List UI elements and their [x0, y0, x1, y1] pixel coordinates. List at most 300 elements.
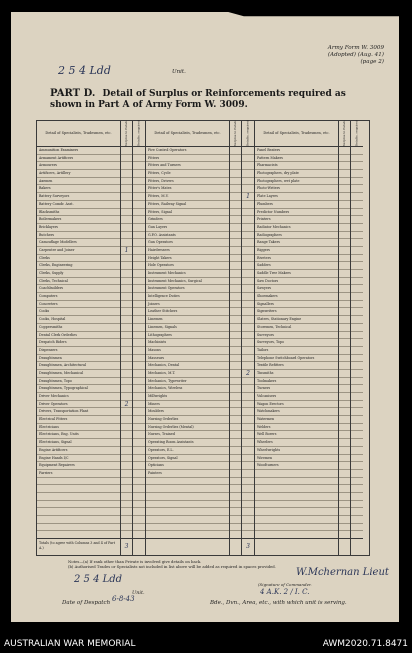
table-row-label: Nursing Orderlies — [146, 416, 229, 424]
table-row-label: Draughtsmen, Architectural — [37, 362, 120, 370]
table-row-label: Mechanics, M.T. — [146, 370, 229, 378]
reinf-cell — [242, 339, 254, 347]
table-row-label: Battery Surveyors — [37, 193, 120, 201]
surplus-cell — [339, 431, 350, 439]
surplus-cell — [339, 478, 350, 486]
despatch-date: 6-8-43 — [112, 595, 135, 603]
surplus-cell — [230, 316, 241, 324]
table-row-label: Joiners — [146, 301, 229, 309]
surplus-cell — [121, 408, 132, 416]
table-row-label: Fitters, Railway Signal — [146, 201, 229, 209]
reinf-cell — [242, 216, 254, 224]
unit-label: Unit. — [172, 69, 186, 75]
surplus-cell — [121, 193, 132, 201]
table-row-label: Radiator Mechanics — [255, 224, 338, 232]
table-row-label: Mechanics, Dental — [146, 362, 229, 370]
surplus-header: Surplus to Estab. — [233, 120, 238, 147]
table-row-label: Sadders — [255, 262, 338, 270]
surplus-cell — [230, 347, 241, 355]
surplus-cell — [230, 239, 241, 247]
reinf-header: Reinfts. required — [245, 120, 250, 147]
surplus-cell — [121, 316, 132, 324]
surplus-cell — [121, 339, 132, 347]
reinf-cell — [351, 508, 363, 516]
table-row-label: Bakers — [37, 185, 120, 193]
table-group-3 — [255, 121, 363, 555]
reinf-cell — [133, 424, 145, 432]
reinf-cell — [133, 339, 145, 347]
table-row-label: Ammunition Examiners — [37, 147, 120, 155]
reinf-cell — [133, 209, 145, 217]
surplus-cell — [121, 262, 132, 270]
surplus-cell — [121, 278, 132, 286]
table-row-label: Tinsmiths — [255, 370, 338, 378]
table-row-label: Linemen — [146, 316, 229, 324]
table-row-label: Blacksmiths — [37, 209, 120, 217]
reinf-cell — [133, 262, 145, 270]
table-row-label: Coachbuilders — [37, 285, 120, 293]
table-row-label: Equipment Repairers — [37, 462, 120, 470]
reinf-cell — [133, 224, 145, 232]
reinf-cell — [242, 308, 254, 316]
table-row-label: Intelligence Duties — [146, 293, 229, 301]
reinf-cell — [242, 178, 254, 186]
unit-value: 2 5 4 Ldd — [58, 64, 111, 77]
surplus-cell — [339, 155, 350, 163]
reinf-cell — [351, 431, 363, 439]
reinf-cell — [242, 408, 254, 416]
surplus-cell — [230, 232, 241, 240]
surplus-cell — [230, 247, 241, 255]
table-row-label: Watermen — [255, 416, 338, 424]
reinf-cell — [351, 193, 363, 201]
surplus-cell — [121, 416, 132, 424]
table-row-label: Range Takers — [255, 239, 338, 247]
reinf-cell — [351, 201, 363, 209]
reinf-cell — [242, 401, 254, 409]
table-row-label: Predictor Numbers — [255, 209, 338, 217]
surplus-cell — [230, 447, 241, 455]
reinf-cell — [242, 232, 254, 240]
reinf-cell — [133, 455, 145, 463]
reinf-cell — [133, 193, 145, 201]
table-row-label: Fitters, Signal — [146, 209, 229, 217]
reinf-cell: 2 — [242, 370, 254, 378]
reinf-cell — [242, 439, 254, 447]
surplus-cell — [121, 224, 132, 232]
surplus-cell — [230, 355, 241, 363]
surplus-cell — [230, 262, 241, 270]
table-row-label: Grinders — [146, 216, 229, 224]
reinf-cell: 1 — [242, 193, 254, 201]
table-row-label — [255, 501, 338, 509]
table-row-label: Photographers, dry plate — [255, 170, 338, 178]
table-row-label: Wheelwrights — [255, 447, 338, 455]
surplus-cell — [230, 508, 241, 516]
surplus-cell — [230, 408, 241, 416]
reinf-cell — [242, 501, 254, 509]
reinf-cell — [351, 339, 363, 347]
table-row-label: Photo-Writers — [255, 185, 338, 193]
reinf-cell — [351, 209, 363, 217]
part-title — [50, 88, 370, 111]
surplus-cell — [230, 470, 241, 478]
surplus-cell — [339, 178, 350, 186]
surplus-cell — [230, 301, 241, 309]
surplus-cell — [121, 332, 132, 340]
table-row-label: Armourers — [37, 162, 120, 170]
reinf-cell — [242, 493, 254, 501]
table-row-label — [146, 485, 229, 493]
table-row-label: Radiographers — [255, 232, 338, 240]
surplus-cell: 2 — [121, 401, 132, 409]
surplus-cell: 1 — [121, 247, 132, 255]
surplus-cell — [339, 278, 350, 286]
surplus-cell — [339, 362, 350, 370]
table-row-label — [37, 524, 120, 532]
reinf-cell — [351, 470, 363, 478]
reinf-cell — [242, 247, 254, 255]
table-row-label: Battery Comdr. Asst. — [37, 201, 120, 209]
reinf-cell — [351, 332, 363, 340]
reinf-cell — [133, 493, 145, 501]
surplus-cell — [230, 501, 241, 509]
despatch-label: Date of Despatch — [62, 600, 111, 606]
reinf-cell — [242, 431, 254, 439]
table-row-label: Slaters, Stationary Engine — [255, 316, 338, 324]
table-row-label: Electricians, Signal — [37, 439, 120, 447]
surplus-cell — [339, 216, 350, 224]
reinf-cell — [242, 278, 254, 286]
table-row-label: Surveyors — [255, 332, 338, 340]
reinf-cell — [133, 232, 145, 240]
reinf-cell — [242, 485, 254, 493]
reinf-cell — [133, 285, 145, 293]
reinf-cell — [242, 447, 254, 455]
reinf-cell — [242, 424, 254, 432]
table-row-label: Painters — [146, 470, 229, 478]
reinf-cell — [351, 293, 363, 301]
table-row-label — [255, 485, 338, 493]
reinf-cell — [133, 462, 145, 470]
surplus-cell — [230, 462, 241, 470]
form-ref-line3: (page 2) — [360, 59, 384, 65]
surplus-cell — [339, 347, 350, 355]
table-row-label: Opticians — [146, 462, 229, 470]
surplus-cell — [121, 147, 132, 155]
table-row-label: Fire Control Operators — [146, 147, 229, 155]
table-row-label: Machinists — [146, 339, 229, 347]
reinf-cell — [242, 239, 254, 247]
surplus-cell — [339, 508, 350, 516]
table-row-label: Moulders — [146, 408, 229, 416]
surplus-cell — [339, 462, 350, 470]
reinf-cell — [351, 516, 363, 524]
archive-footer — [0, 636, 412, 653]
reinf-cell — [351, 439, 363, 447]
bde-label: Bde., Dvn., Area, etc., with which unit is serving. — [210, 600, 347, 606]
reinf-cell — [133, 401, 145, 409]
reinf-cell — [351, 232, 363, 240]
reinf-cell — [133, 347, 145, 355]
table-row-label: Turners — [255, 385, 338, 393]
surplus-cell — [230, 385, 241, 393]
table-row-label: Instrument Mechanics — [146, 270, 229, 278]
table-row-label: Surveyors, Topo — [255, 339, 338, 347]
table-row-label — [146, 493, 229, 501]
table-row-label: Wagon Erectors — [255, 401, 338, 409]
reinf-cell — [351, 278, 363, 286]
surplus-cell — [230, 255, 241, 263]
table-row-label: Draughtsmen, Topo — [37, 378, 120, 386]
reinf-cell — [133, 324, 145, 332]
surplus-cell — [121, 447, 132, 455]
form-reference — [328, 45, 384, 66]
signature-caption: (Signature of Commander. — [258, 582, 312, 587]
reinf-cell — [351, 224, 363, 232]
table-row-label: Carpenter and Joiner — [37, 247, 120, 255]
table-row-label: Vulcanisers — [255, 393, 338, 401]
reinf-cell — [133, 316, 145, 324]
table-row-label: Camouflage Modellers — [37, 239, 120, 247]
table-row-label: Masseurs — [146, 355, 229, 363]
reinf-cell — [242, 293, 254, 301]
table-row-label: Draughtsmen, Typographical — [37, 385, 120, 393]
surplus-cell — [339, 370, 350, 378]
surplus-cell — [121, 293, 132, 301]
table-row-label: Mechanics, Typewriter — [146, 378, 229, 386]
table-row-label — [255, 478, 338, 486]
reinf-cell — [351, 178, 363, 186]
surplus-cell — [230, 370, 241, 378]
table-row-label: Operating Room Assistants — [146, 439, 229, 447]
reinf-cell — [133, 370, 145, 378]
surplus-cell — [230, 393, 241, 401]
table-row-label: Hole Operators — [146, 262, 229, 270]
reinf-cell — [133, 247, 145, 255]
table-row-label: Saw Doctors — [255, 278, 338, 286]
table-row-label: Coppersmiths — [37, 324, 120, 332]
surplus-cell — [339, 447, 350, 455]
reinf-cell — [242, 478, 254, 486]
reinf-cell — [133, 516, 145, 524]
surplus-cell — [230, 401, 241, 409]
reinf-cell — [351, 424, 363, 432]
surplus-cell — [339, 285, 350, 293]
surplus-cell — [339, 485, 350, 493]
reinf-cell — [242, 255, 254, 263]
reinf-cell — [351, 408, 363, 416]
surplus-cell — [230, 362, 241, 370]
surplus-cell — [339, 170, 350, 178]
table-row-label: Farriers — [37, 470, 120, 478]
reinf-cell — [133, 201, 145, 209]
surplus-header: Surplus to Estab. — [342, 120, 347, 147]
reinf-cell — [351, 301, 363, 309]
table-row-label — [255, 524, 338, 532]
table-row-label: Butchers — [37, 232, 120, 240]
surplus-cell — [230, 324, 241, 332]
table-row-label: Height Takers — [146, 255, 229, 263]
specialists-table — [36, 120, 370, 556]
reinf-cell — [351, 447, 363, 455]
surplus-cell — [230, 332, 241, 340]
table-row-label: Plumbers — [255, 201, 338, 209]
reinf-cell — [133, 147, 145, 155]
table-row-label: Electrical Fitters — [37, 416, 120, 424]
reinf-cell — [242, 470, 254, 478]
reinf-cell — [351, 501, 363, 509]
reinf-cell — [351, 401, 363, 409]
total-cell — [339, 538, 350, 555]
reinf-cell — [242, 332, 254, 340]
table-row-label: Bricklayers — [37, 224, 120, 232]
reinf-header: Reinfts. required — [136, 120, 141, 147]
reinf-cell — [133, 378, 145, 386]
surplus-cell — [230, 201, 241, 209]
surplus-cell — [339, 324, 350, 332]
part-label: PART D. — [50, 88, 96, 99]
table-row-label: Millwrights — [146, 393, 229, 401]
surplus-cell — [121, 508, 132, 516]
reinf-cell — [351, 370, 363, 378]
note-b: (b) Authorised Trades or Specialists not included in list above will be added as required in spaces provided. — [68, 564, 276, 569]
table-row-label: Saddle Tree Makers — [255, 270, 338, 278]
commander-signature: W.Mchernan Lieut — [296, 567, 389, 578]
table-row-label: Despatch Riders — [37, 339, 120, 347]
surplus-cell — [121, 201, 132, 209]
table-row-label: Watchmakers — [255, 408, 338, 416]
reinf-cell — [351, 216, 363, 224]
reinf-cell — [242, 170, 254, 178]
signature-initials: 4 A.K. 2 / I. C. — [260, 588, 310, 596]
surplus-cell — [230, 285, 241, 293]
note-a: Notes—(a) If rank other than Private is involved give details on back. — [68, 559, 202, 564]
surplus-cell — [230, 516, 241, 524]
table-row-label: Printers — [255, 216, 338, 224]
table-row-label: Dispensers — [37, 347, 120, 355]
table-row-label: Storemen, Technical — [255, 324, 338, 332]
surplus-cell — [230, 178, 241, 186]
reinf-cell — [242, 209, 254, 217]
reinf-cell — [351, 270, 363, 278]
reinf-cell — [133, 308, 145, 316]
surplus-cell — [339, 393, 350, 401]
reinf-cell — [351, 239, 363, 247]
reinf-cell — [242, 270, 254, 278]
reinf-cell — [242, 162, 254, 170]
surplus-cell — [339, 301, 350, 309]
reinf-cell — [242, 355, 254, 363]
surplus-cell — [121, 324, 132, 332]
table-row-label: Riveters — [255, 255, 338, 263]
reinf-cell — [242, 508, 254, 516]
table-row-label: Telephone Switchboard Operators — [255, 355, 338, 363]
unit-value-bottom: 2 5 4 Ldd — [74, 574, 123, 585]
surplus-cell — [339, 416, 350, 424]
table-row-label — [37, 516, 120, 524]
table-row-label: Fitter's Mates — [146, 185, 229, 193]
table-row-label: Signallers — [255, 301, 338, 309]
surplus-cell — [230, 224, 241, 232]
surplus-cell — [230, 431, 241, 439]
surplus-cell — [339, 316, 350, 324]
surplus-cell — [339, 424, 350, 432]
surplus-cell — [121, 162, 132, 170]
reinf-cell — [242, 224, 254, 232]
reinf-cell — [133, 255, 145, 263]
reinf-cell — [351, 316, 363, 324]
detail-header: Detail of Specialists, Tradesmen, etc. — [37, 121, 120, 147]
surplus-cell — [230, 155, 241, 163]
table-row-label: Draughtsmen — [37, 355, 120, 363]
table-row-label: Draughtsmen, Mechanical — [37, 370, 120, 378]
table-row-label: Fitters, M.V. — [146, 193, 229, 201]
surplus-cell — [339, 355, 350, 363]
reinf-cell — [242, 462, 254, 470]
total-cell — [230, 538, 241, 555]
surplus-cell — [121, 370, 132, 378]
table-row-label — [146, 516, 229, 524]
table-row-label: Electricians — [37, 424, 120, 432]
surplus-cell — [121, 478, 132, 486]
surplus-cell — [230, 439, 241, 447]
surplus-cell — [121, 308, 132, 316]
surplus-cell — [230, 193, 241, 201]
table-row-label: Miners — [146, 401, 229, 409]
surplus-header: Surplus to Estab. — [124, 120, 129, 147]
surplus-cell — [339, 332, 350, 340]
reinf-cell — [351, 524, 363, 532]
table-row-label: Panel Beaters — [255, 147, 338, 155]
surplus-cell — [230, 524, 241, 532]
table-row-label: G.P.O. Assistants — [146, 232, 229, 240]
reinf-cell — [351, 416, 363, 424]
surplus-cell — [339, 378, 350, 386]
table-row-label — [255, 516, 338, 524]
surplus-cell — [339, 339, 350, 347]
surplus-cell — [230, 170, 241, 178]
table-row-label: Cooks, Hospital — [37, 316, 120, 324]
reinf-cell — [351, 308, 363, 316]
surplus-cell — [339, 224, 350, 232]
reinf-cell — [133, 416, 145, 424]
surplus-cell — [121, 393, 132, 401]
detail-header: Detail of Specialists, Tradesmen, etc. — [255, 121, 338, 147]
reinf-cell — [133, 362, 145, 370]
surplus-cell — [121, 485, 132, 493]
reinf-cell — [351, 285, 363, 293]
reinf-cell — [133, 524, 145, 532]
surplus-cell — [121, 209, 132, 217]
reinf-cell — [133, 501, 145, 509]
table-row-label: Riggers — [255, 247, 338, 255]
reinf-cell — [351, 324, 363, 332]
reinf-cell — [351, 378, 363, 386]
surplus-cell — [121, 455, 132, 463]
table-row-label — [37, 485, 120, 493]
surplus-cell — [339, 255, 350, 263]
surplus-cell — [339, 308, 350, 316]
reinf-cell — [242, 393, 254, 401]
archive-id: AWM2020.71.8471 — [322, 639, 408, 649]
reinf-cell — [351, 347, 363, 355]
table-row-label: Artificers, Artillery — [37, 170, 120, 178]
reinf-cell — [351, 255, 363, 263]
surplus-cell — [121, 178, 132, 186]
surplus-cell — [121, 255, 132, 263]
surplus-cell — [230, 378, 241, 386]
